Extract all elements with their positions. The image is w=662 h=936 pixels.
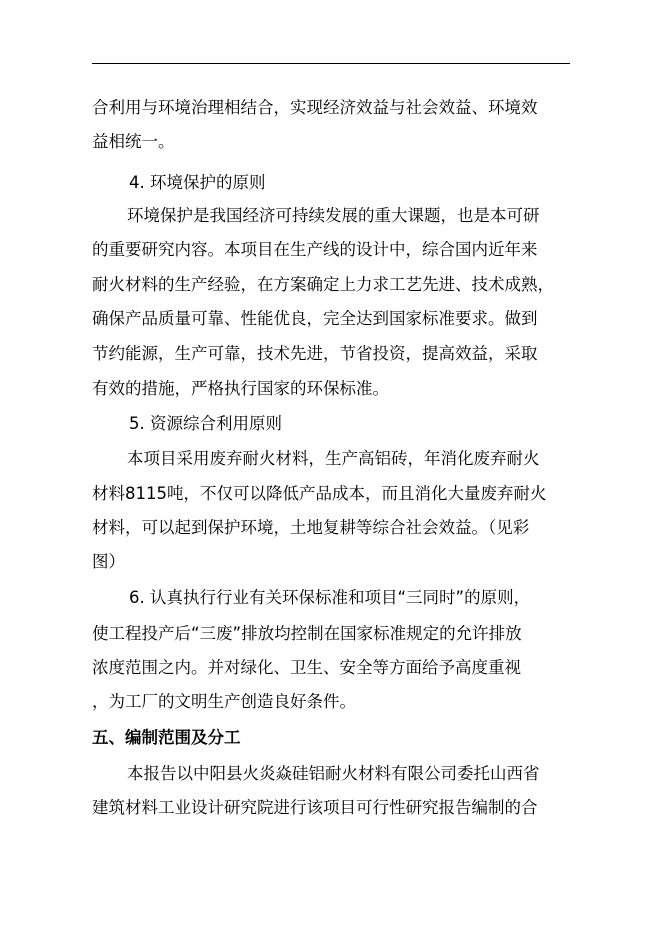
header-rule — [92, 63, 570, 64]
text-line-20: 本报告以中阳县火炎焱硅铝耐火材料有限公司委托山西省 — [127, 764, 540, 783]
text-line-17: 浓度范围之内。并对绿化、卫生、安全等方面给予高度重视 — [92, 658, 521, 677]
text-line-6: 耐火材料的生产经验，在方案确定上力求工艺先进、技术成熟， — [92, 275, 554, 294]
text-line-5: 的重要研究内容。本项目在生产线的设计中，综合国内近年来 — [92, 240, 538, 259]
text-line-7: 确保产品质量可靠、性能优良，完全达到国家标准要求。做到 — [92, 309, 538, 328]
section-heading-5: 5. 资源综合利用原则 — [129, 414, 282, 433]
text-line-16: 使工程投产后“三废”排放均控制在国家标准规定的允许排放 — [92, 624, 522, 643]
text-line-21: 建筑材料工业设计研究院进行该项目可行性研究报告编制的合 — [92, 798, 538, 817]
text-line-9: 有效的措施，严格执行国家的环保标准。 — [92, 379, 389, 398]
text-line-11: 本项目采用废弃耐火材料，生产高铝砖，年消化废弃耐火 — [127, 449, 540, 468]
text-line-2: 益相统一。 — [92, 132, 175, 151]
text-line-13: 材料，可以起到保护环境，土地复耕等综合社会效益。（见彩 — [92, 518, 530, 537]
section-heading-4: 4. 环境保护的原则 — [129, 173, 266, 192]
text-line-4: 环境保护是我国经济可持续发展的重大课题，也是本可研 — [127, 206, 540, 225]
text-line-14: 图） — [92, 552, 125, 571]
text-line-18: ，为工厂的文明生产创造良好条件。 — [92, 692, 356, 711]
text-line-8: 节约能源，生产可靠，技术先进，节省投资，提高效益，采取 — [92, 344, 538, 363]
section-heading-6: 6. 认真执行行业有关环保标准和项目“三同时”的原则， — [129, 588, 531, 607]
chapter-heading-5: 五、编制范围及分工 — [92, 728, 241, 747]
text-line-12: 材料8115吨，不仅可以降低产品成本，而且消化大量废弃耐火 — [92, 484, 547, 503]
text-line-1: 合利用与环境治理相结合，实现经济效益与社会效益、环境效 — [92, 98, 538, 117]
